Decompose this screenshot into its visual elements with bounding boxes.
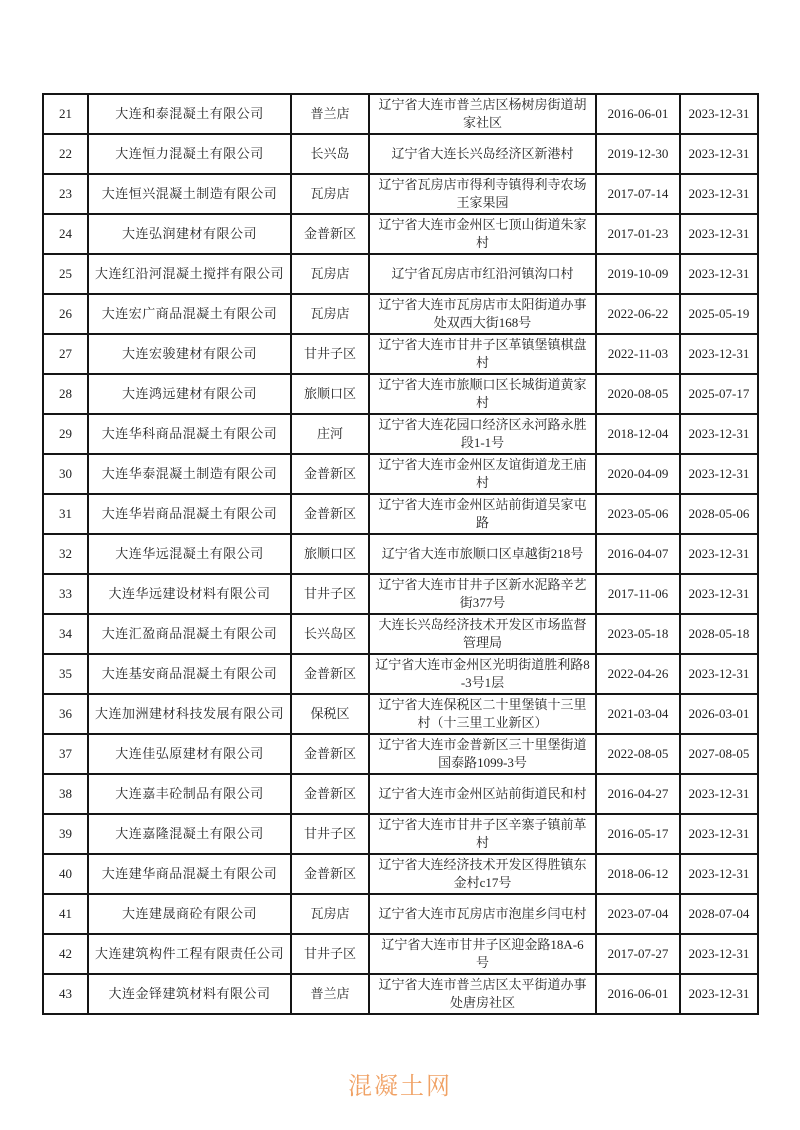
start-date-cell: 2016-04-27 (596, 774, 680, 814)
address-cell: 辽宁省大连经济技术开发区得胜镇东金村c17号 (369, 854, 596, 894)
district-cell: 金普新区 (291, 214, 369, 254)
address-cell: 大连长兴岛经济技术开发区市场监督管理局 (369, 614, 596, 654)
row-number-cell: 30 (43, 454, 88, 494)
district-cell: 金普新区 (291, 854, 369, 894)
start-date-cell: 2016-04-07 (596, 534, 680, 574)
district-cell: 长兴岛 (291, 134, 369, 174)
table-row (43, 854, 758, 894)
district-cell: 庄河 (291, 414, 369, 454)
address-cell: 辽宁省大连市金州区七顶山街道朱家村 (369, 214, 596, 254)
district-cell: 长兴岛区 (291, 614, 369, 654)
start-date-cell: 2020-08-05 (596, 374, 680, 414)
end-date-cell: 2028-07-04 (680, 894, 758, 934)
company-name-cell: 大连华泰混凝土制造有限公司 (88, 454, 291, 494)
row-number-cell: 29 (43, 414, 88, 454)
table-row (43, 454, 758, 494)
district-cell: 甘井子区 (291, 574, 369, 614)
address-cell: 辽宁省大连市甘井子区辛寨子镇前革村 (369, 814, 596, 854)
end-date-cell: 2026-03-01 (680, 694, 758, 734)
site-watermark: 混凝土网 (348, 1074, 452, 1100)
row-number-cell: 40 (43, 854, 88, 894)
company-name-cell: 大连建华商品混凝土有限公司 (88, 854, 291, 894)
row-number-cell: 23 (43, 174, 88, 214)
address-cell: 辽宁省大连市瓦房店市泡崖乡闫屯村 (369, 894, 596, 934)
row-number-cell: 33 (43, 574, 88, 614)
end-date-cell: 2023-12-31 (680, 334, 758, 374)
company-name-cell: 大连华远建设材料有限公司 (88, 574, 291, 614)
district-cell: 瓦房店 (291, 894, 369, 934)
start-date-cell: 2022-11-03 (596, 334, 680, 374)
table-row (43, 774, 758, 814)
address-cell: 辽宁省大连市金州区光明街道胜利路8-3号1层 (369, 654, 596, 694)
end-date-cell: 2023-12-31 (680, 774, 758, 814)
address-cell: 辽宁省大连市金州区友谊街道龙王庙村 (369, 454, 596, 494)
end-date-cell: 2023-12-31 (680, 534, 758, 574)
table-row (43, 94, 758, 134)
table-row (43, 654, 758, 694)
table-body (43, 94, 758, 1014)
end-date-cell: 2023-12-31 (680, 854, 758, 894)
table-row (43, 374, 758, 414)
table-row (43, 974, 758, 1014)
table-row (43, 534, 758, 574)
row-number-cell: 31 (43, 494, 88, 534)
row-number-cell: 25 (43, 254, 88, 294)
address-cell: 辽宁省大连市旅顺口区卓越街218号 (369, 534, 596, 574)
company-name-cell: 大连恒兴混凝土制造有限公司 (88, 174, 291, 214)
district-cell: 瓦房店 (291, 254, 369, 294)
company-license-table (42, 93, 759, 1015)
address-cell: 辽宁省瓦房店市红沿河镇沟口村 (369, 254, 596, 294)
address-cell: 辽宁省大连市金州区站前街道吴家屯路 (369, 494, 596, 534)
district-cell: 甘井子区 (291, 934, 369, 974)
end-date-cell: 2023-12-31 (680, 94, 758, 134)
table-row (43, 694, 758, 734)
address-cell: 辽宁省大连市金州区站前街道民和村 (369, 774, 596, 814)
row-number-cell: 22 (43, 134, 88, 174)
table-row (43, 574, 758, 614)
start-date-cell: 2017-07-27 (596, 934, 680, 974)
address-cell: 辽宁省大连市甘井子区革镇堡镇棋盘村 (369, 334, 596, 374)
district-cell: 旅顺口区 (291, 534, 369, 574)
row-number-cell: 26 (43, 294, 88, 334)
row-number-cell: 43 (43, 974, 88, 1014)
table-row (43, 734, 758, 774)
start-date-cell: 2018-06-12 (596, 854, 680, 894)
address-cell: 辽宁省瓦房店市得利寺镇得利寺农场王家果园 (369, 174, 596, 214)
end-date-cell: 2028-05-18 (680, 614, 758, 654)
company-name-cell: 大连加洲建材科技发展有限公司 (88, 694, 291, 734)
start-date-cell: 2023-05-06 (596, 494, 680, 534)
district-cell: 金普新区 (291, 494, 369, 534)
address-cell: 辽宁省大连市普兰店区杨树房街道胡家社区 (369, 94, 596, 134)
district-cell: 旅顺口区 (291, 374, 369, 414)
district-cell: 保税区 (291, 694, 369, 734)
district-cell: 金普新区 (291, 774, 369, 814)
company-name-cell: 大连弘润建材有限公司 (88, 214, 291, 254)
address-cell: 辽宁省大连保税区二十里堡镇十三里村（十三里工业新区） (369, 694, 596, 734)
table-row (43, 214, 758, 254)
start-date-cell: 2016-06-01 (596, 974, 680, 1014)
company-name-cell: 大连汇盈商品混凝土有限公司 (88, 614, 291, 654)
district-cell: 金普新区 (291, 454, 369, 494)
company-name-cell: 大连华远混凝土有限公司 (88, 534, 291, 574)
end-date-cell: 2023-12-31 (680, 574, 758, 614)
address-cell: 辽宁省大连市旅顺口区长城街道黄家村 (369, 374, 596, 414)
start-date-cell: 2017-07-14 (596, 174, 680, 214)
company-name-cell: 大连和泰混凝土有限公司 (88, 94, 291, 134)
end-date-cell: 2023-12-31 (680, 414, 758, 454)
start-date-cell: 2019-12-30 (596, 134, 680, 174)
company-name-cell: 大连佳弘原建材有限公司 (88, 734, 291, 774)
company-name-cell: 大连华科商品混凝土有限公司 (88, 414, 291, 454)
start-date-cell: 2019-10-09 (596, 254, 680, 294)
company-name-cell: 大连建晟商砼有限公司 (88, 894, 291, 934)
table-row (43, 894, 758, 934)
table-row (43, 334, 758, 374)
table-row (43, 174, 758, 214)
address-cell: 辽宁省大连市普兰店区太平街道办事处唐房社区 (369, 974, 596, 1014)
end-date-cell: 2023-12-31 (680, 134, 758, 174)
start-date-cell: 2017-01-23 (596, 214, 680, 254)
end-date-cell: 2027-08-05 (680, 734, 758, 774)
end-date-cell: 2028-05-06 (680, 494, 758, 534)
table-row (43, 494, 758, 534)
address-cell: 辽宁省大连市金普新区三十里堡街道国泰路1099-3号 (369, 734, 596, 774)
start-date-cell: 2022-04-26 (596, 654, 680, 694)
start-date-cell: 2021-03-04 (596, 694, 680, 734)
district-cell: 甘井子区 (291, 814, 369, 854)
address-cell: 辽宁省大连长兴岛经济区新港村 (369, 134, 596, 174)
company-name-cell: 大连金铎建筑材料有限公司 (88, 974, 291, 1014)
start-date-cell: 2023-05-18 (596, 614, 680, 654)
row-number-cell: 36 (43, 694, 88, 734)
district-cell: 瓦房店 (291, 294, 369, 334)
table-row (43, 614, 758, 654)
end-date-cell: 2023-12-31 (680, 214, 758, 254)
start-date-cell: 2022-08-05 (596, 734, 680, 774)
end-date-cell: 2023-12-31 (680, 814, 758, 854)
row-number-cell: 24 (43, 214, 88, 254)
district-cell: 普兰店 (291, 94, 369, 134)
company-name-cell: 大连基安商品混凝土有限公司 (88, 654, 291, 694)
company-name-cell: 大连嘉隆混凝土有限公司 (88, 814, 291, 854)
row-number-cell: 42 (43, 934, 88, 974)
table-row (43, 134, 758, 174)
start-date-cell: 2023-07-04 (596, 894, 680, 934)
table-row (43, 414, 758, 454)
start-date-cell: 2016-06-01 (596, 94, 680, 134)
district-cell: 普兰店 (291, 974, 369, 1014)
start-date-cell: 2017-11-06 (596, 574, 680, 614)
start-date-cell: 2016-05-17 (596, 814, 680, 854)
company-name-cell: 大连华岩商品混凝土有限公司 (88, 494, 291, 534)
address-cell: 辽宁省大连市甘井子区新水泥路辛艺街377号 (369, 574, 596, 614)
row-number-cell: 37 (43, 734, 88, 774)
address-cell: 辽宁省大连市甘井子区迎金路18A-6号 (369, 934, 596, 974)
district-cell: 甘井子区 (291, 334, 369, 374)
company-name-cell: 大连宏广商品混凝土有限公司 (88, 294, 291, 334)
company-name-cell: 大连红沿河混凝土搅拌有限公司 (88, 254, 291, 294)
start-date-cell: 2020-04-09 (596, 454, 680, 494)
company-name-cell: 大连建筑构件工程有限责任公司 (88, 934, 291, 974)
row-number-cell: 28 (43, 374, 88, 414)
row-number-cell: 35 (43, 654, 88, 694)
end-date-cell: 2025-05-19 (680, 294, 758, 334)
end-date-cell: 2023-12-31 (680, 934, 758, 974)
end-date-cell: 2023-12-31 (680, 974, 758, 1014)
company-name-cell: 大连宏骏建材有限公司 (88, 334, 291, 374)
district-cell: 金普新区 (291, 654, 369, 694)
row-number-cell: 32 (43, 534, 88, 574)
company-name-cell: 大连鸿远建材有限公司 (88, 374, 291, 414)
row-number-cell: 39 (43, 814, 88, 854)
table-row (43, 254, 758, 294)
row-number-cell: 21 (43, 94, 88, 134)
start-date-cell: 2022-06-22 (596, 294, 680, 334)
end-date-cell: 2023-12-31 (680, 174, 758, 214)
end-date-cell: 2025-07-17 (680, 374, 758, 414)
company-name-cell: 大连嘉丰砼制品有限公司 (88, 774, 291, 814)
table-row (43, 294, 758, 334)
address-cell: 辽宁省大连市瓦房店市太阳街道办事处双西大街168号 (369, 294, 596, 334)
end-date-cell: 2023-12-31 (680, 454, 758, 494)
start-date-cell: 2018-12-04 (596, 414, 680, 454)
company-name-cell: 大连恒力混凝土有限公司 (88, 134, 291, 174)
table-row (43, 934, 758, 974)
row-number-cell: 38 (43, 774, 88, 814)
address-cell: 辽宁省大连花园口经济区永河路永胜段1-1号 (369, 414, 596, 454)
row-number-cell: 34 (43, 614, 88, 654)
end-date-cell: 2023-12-31 (680, 654, 758, 694)
row-number-cell: 27 (43, 334, 88, 374)
row-number-cell: 41 (43, 894, 88, 934)
district-cell: 瓦房店 (291, 174, 369, 214)
table-row (43, 814, 758, 854)
district-cell: 金普新区 (291, 734, 369, 774)
end-date-cell: 2023-12-31 (680, 254, 758, 294)
